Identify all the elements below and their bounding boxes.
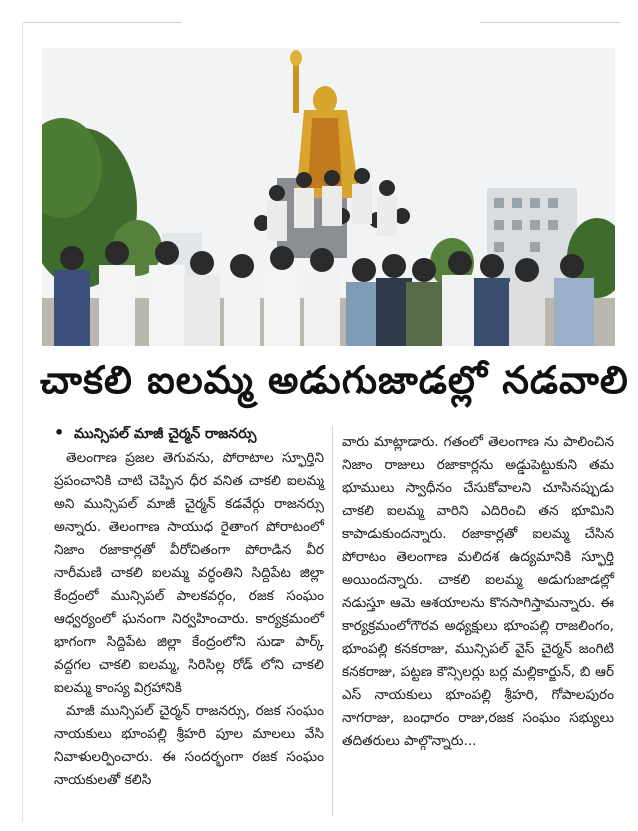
headline: చాకలి ఐలమ్మ అడుగుజాడల్లో నడవాలి (40, 358, 629, 402)
column-divider (332, 426, 333, 816)
paragraph: తెలంగాణ ప్రజల తెగువను, పోరాటాల స్ఫూర్తిని ప్రపంచానికి చాటి చెప్పిన ధీర వనిత చాకలి ఐలమ్మ అని మున్సిపల్ మాజీ చైర్మన్ కడవేర్గు రాజనర్సు అన్నారు. తెలంగాణ సాయుధ రైతాంగ పోరాటంలో నిజాం రజాకార్లతో వీరోచితంగా పోరాడిన వీర నారీమణి చాకలి ఐలమ్మ వర్ధంతిని సిద్దిపేట జిల్లా కేంద్రంలో మున్సిపల్ పాలకవర్గం, రజక సంఘం ఆధ్వర్యంలో ఘనంగా నిర్వహించారు. కార్యక్రమంలో భాగంగా సిద్దిపేట జిల్లా కేంద్రంలోని సుడా పార్క్ వద్దగల చాకలి ఐలమ్మ, సిరిసిల్ల రోడ్ లోని చాకలి ఐలమ్మ కాంస్య విగ్రహానికి (54, 450, 324, 696)
top-rule-right (480, 22, 620, 23)
top-rule-left (22, 22, 182, 23)
news-photo (42, 48, 615, 346)
subheading (54, 422, 324, 445)
bullet-icon: • (54, 423, 65, 442)
article-column-left (54, 422, 324, 792)
subheading-text: మున్సిపల్ మాజీ చైర్మన్ రాజనర్సు (74, 426, 257, 442)
paragraph: వారు మాట్లాడారు. గతంలో తెలంగాణ ను పాలించిన నిజాం రాజులు రజాకార్లను అడ్డుపెట్టుకుని తమ భూములు స్వాధీనం చేసుకోవాలని చూసినప్పుడు చాకలి ఐలమ్మ వారిని ఎదిరించి తన భూమిని కాపాడుకుందన్నారు. రజాకార్లతో ఐలమ్మ చేసిన పోరాటం తెలంగాణ మలిదశ ఉద్యమానికి స్ఫూర్తి అయిందన్నారు. చాకలి ఐలమ్మ అడుగుజాడల్లో నడుస్తూ ఆమె ఆశయాలను కొనసాగిస్తామన్నారు. ఈ కార్యక్రమంలోగౌరవ అధ్యక్షులు భూంపల్లి రాజలింగం, భూంపల్లి కనకరాజు, మున్సిపల్ వైస్ చైర్మన్ జంగిటి కనకరాజు, పట్టణ కౌన్సిలర్లు బర్ల మల్లికార్జున్, బి ఆర్ ఎస్ నాయకులు భూంపల్లి శ్రీహరి, గోపాలపురం నాగరాజు, బంధారం రాజు,రజక సంఘం సభ్యులు తదితరులు పాల్గొన్నారు... (342, 434, 614, 749)
article-column-right (342, 431, 614, 753)
left-margin-rule (22, 22, 23, 822)
photo-illustration (42, 48, 615, 346)
paragraph: మాజీ మున్సిపల్ చైర్మన్ రాజనర్సు, రజక సంఘం నాయకులు భూంపల్లి శ్రీహరి పూల మాలలు వేసి నివాళులర్పించారు. ఈ సందర్భంగా రజక సంఘం నాయకులతో కలిసి (54, 703, 324, 788)
